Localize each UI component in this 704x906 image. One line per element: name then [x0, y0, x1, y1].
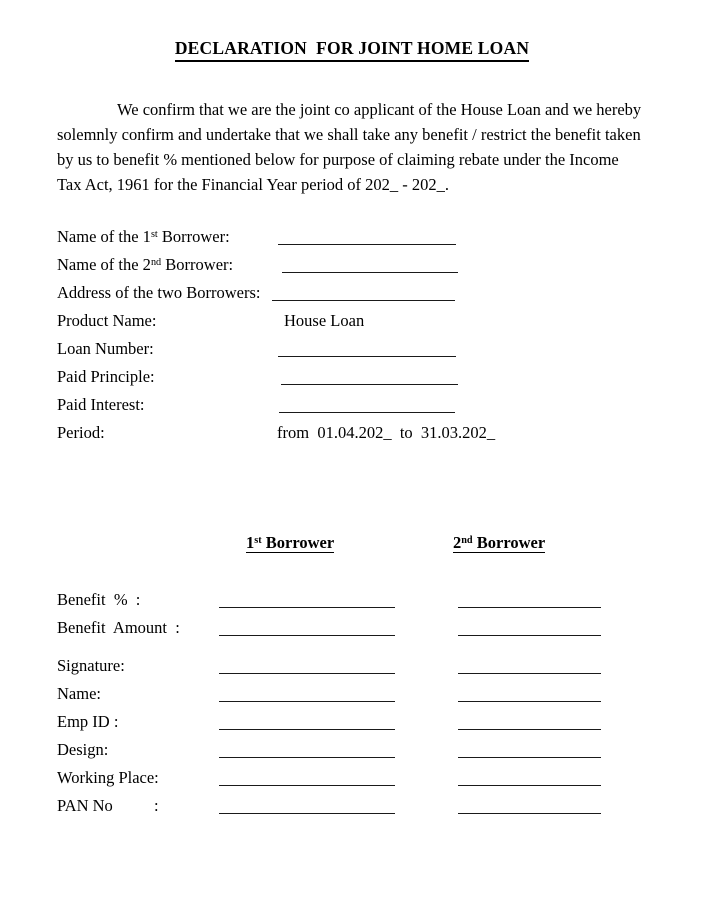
field-value: from 01.04.202_ to 31.03.202_ — [277, 423, 496, 442]
first-borrower-blank-line[interactable] — [219, 757, 395, 758]
signature-row — [57, 589, 657, 617]
field-label-text: Period: — [57, 423, 105, 442]
field-label-text: Loan Number: — [57, 339, 154, 358]
field-blank-line[interactable] — [278, 244, 456, 245]
field-row — [57, 254, 657, 282]
signature-row — [57, 711, 657, 739]
first-borrower-ordinal-suffix: st — [254, 535, 262, 547]
first-borrower-blank-line[interactable] — [219, 785, 395, 786]
signature-row-label: Emp ID : — [57, 712, 119, 731]
field-value: House Loan — [284, 311, 365, 330]
field-label-ordinal: st — [150, 229, 158, 241]
first-borrower-blank-line[interactable] — [219, 701, 395, 702]
first-borrower-blank-line[interactable] — [219, 729, 395, 730]
signature-row-label: Benefit % : — [57, 590, 141, 609]
second-borrower-blank-line[interactable] — [458, 607, 601, 608]
signature-row-label: Signature: — [57, 656, 125, 675]
field-blank-line[interactable] — [272, 300, 455, 301]
first-borrower-blank-line[interactable] — [219, 607, 395, 608]
second-borrower-blank-line[interactable] — [458, 757, 601, 758]
first-borrower-blank-line[interactable] — [219, 673, 395, 674]
field-row — [57, 282, 657, 310]
first-borrower-ordinal: 1 — [246, 533, 255, 552]
first-borrower-blank-line[interactable] — [219, 635, 395, 636]
second-borrower-blank-line[interactable] — [458, 701, 601, 702]
field-label — [57, 422, 105, 444]
signature-row — [57, 795, 657, 823]
field-row — [57, 394, 657, 422]
second-borrower-blank-line[interactable] — [458, 673, 601, 674]
field-row — [57, 422, 657, 450]
field-label — [57, 394, 145, 416]
signature-row — [57, 683, 657, 711]
column-header-first-borrower — [246, 533, 334, 553]
field-row — [57, 366, 657, 394]
first-borrower-blank-line[interactable] — [219, 813, 395, 814]
field-label-text: Paid Interest: — [57, 395, 145, 414]
signature-row — [57, 767, 657, 795]
field-label — [57, 366, 155, 388]
second-borrower-label: Borrower — [472, 533, 546, 552]
field-blank-line[interactable] — [281, 384, 458, 385]
signature-row-label: Name: — [57, 684, 101, 703]
field-blank-line[interactable] — [278, 356, 456, 357]
signature-row — [57, 617, 657, 655]
field-blank-line[interactable] — [279, 412, 455, 413]
field-row — [57, 338, 657, 366]
column-header-second-borrower — [453, 533, 545, 553]
second-borrower-ordinal: 2 — [453, 533, 462, 552]
field-label — [57, 338, 154, 360]
second-borrower-blank-line[interactable] — [458, 813, 601, 814]
signature-details-section — [57, 589, 657, 823]
field-label-text-suffix: Borrower: — [161, 255, 234, 274]
page-title — [0, 38, 704, 62]
field-label-text: Address of the two Borrowers: — [57, 283, 261, 302]
signature-row — [57, 739, 657, 767]
field-label-text: Name of the 1 — [57, 227, 151, 246]
second-borrower-blank-line[interactable] — [458, 729, 601, 730]
field-label-text: Name of the 2 — [57, 255, 151, 274]
signature-row-label: Benefit Amount : — [57, 618, 180, 637]
field-label — [57, 310, 156, 332]
field-label-ordinal: nd — [150, 257, 162, 269]
field-blank-line[interactable] — [282, 272, 458, 273]
field-label-text: Product Name: — [57, 311, 157, 330]
second-borrower-blank-line[interactable] — [458, 635, 601, 636]
signature-row-label: PAN No : — [57, 796, 159, 815]
borrower-column-headers — [0, 533, 704, 557]
second-borrower-ordinal-suffix: nd — [461, 535, 473, 547]
first-borrower-label: Borrower — [261, 533, 335, 552]
field-label-text-suffix: Borrower: — [157, 227, 230, 246]
field-label-text: Paid Principle: — [57, 367, 155, 386]
signature-row-label: Design: — [57, 740, 109, 759]
second-borrower-blank-line[interactable] — [458, 785, 601, 786]
borrower-details-section — [57, 226, 657, 450]
page-title-text: DECLARATION FOR JOINT HOME LOAN — [175, 38, 529, 62]
field-label — [57, 254, 233, 276]
signature-row-label: Working Place: — [57, 768, 159, 787]
signature-row — [57, 655, 657, 683]
intro-paragraph: We confirm that we are the joint co applicant of the House Loan and we hereby solemnly confirm and undertake that we shall take any benefit / restrict the benefit taken by us to benefit % mentioned below for purpose of claiming rebate under the Income Tax Act, 1961 for the Financial Year period of 202_ - 202_. — [57, 100, 642, 194]
field-label — [57, 226, 230, 248]
field-row — [57, 310, 657, 338]
field-row — [57, 226, 657, 254]
field-label — [57, 282, 260, 304]
